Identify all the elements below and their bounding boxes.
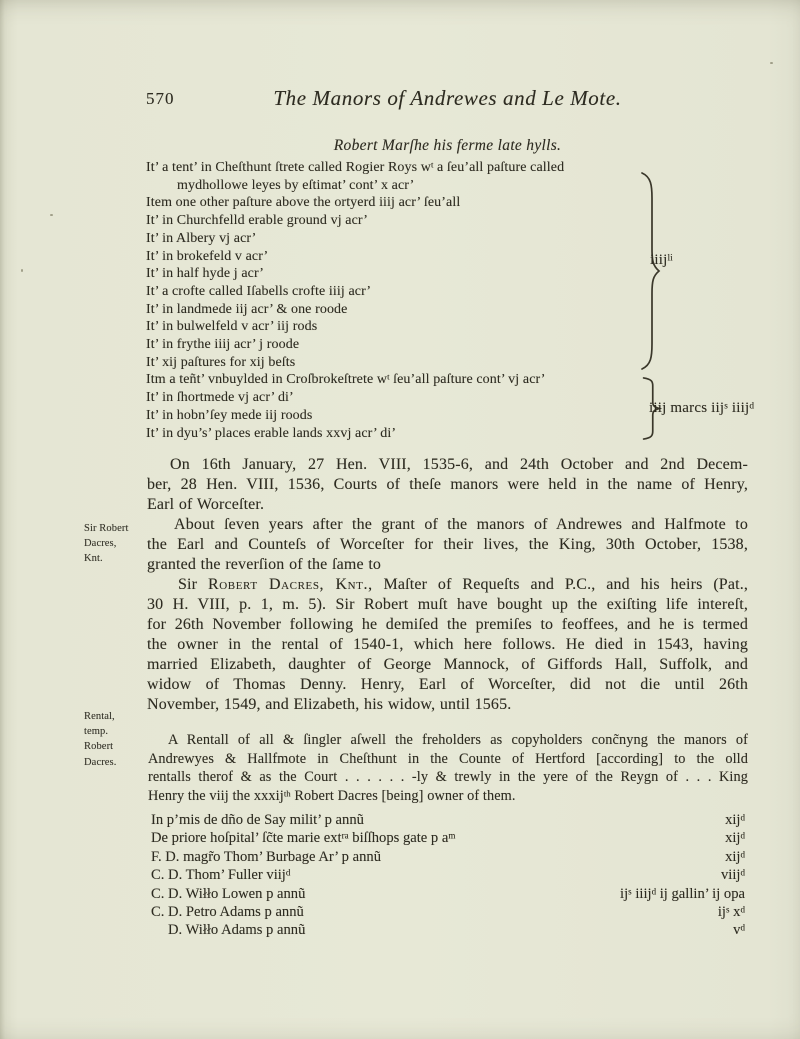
- rental-line: It’ in landmede iij acr’ & one roode: [146, 301, 348, 317]
- paragraph-line: the Earl and Counteſs of Worceſter for their lives, the King, 30th October, 1538,: [147, 536, 748, 553]
- rent-roll-entry: C. D. Petro Adams p annũ: [151, 904, 304, 921]
- rental-line: Item one other paſture above the ortyerd iiij acr’ ſeu’all: [146, 195, 461, 211]
- rental-line: It’ in Churchfelld erable ground vj acr’: [146, 213, 368, 229]
- rent-roll-amount: xij$^d$: [725, 848, 745, 865]
- rental-line: mydhollowe leyes by eſtimat’ cont’ x acr’: [177, 177, 415, 193]
- rent-roll-entry: C. D. Thom’ Fuller viij$^d$: [151, 867, 291, 884]
- paragraph-line: 30 H. VIII, p. 1, m. 5). Sir Robert muſt have bought up the exiſting life intereſt,: [147, 596, 748, 613]
- paragraph-line: Henry the viij the xxxij$^{th}$ Robert Dacres [being] owner of them.: [148, 787, 516, 804]
- paper-speck: [21, 269, 23, 272]
- group1-total-label: iiij$^{li}$: [650, 252, 673, 268]
- rental-line: It’ in ſhortmede vj acr’ di’: [146, 390, 294, 406]
- paragraph-line: the owner in the rental of 1540-1, which here follows. He died in 1543, having: [147, 636, 748, 653]
- paragraph-line: Earl of Worceſter.: [147, 496, 265, 513]
- rental-line: It’ in half hyde j acr’: [146, 266, 265, 282]
- paragraph-line: rentalls therof & as the Court . . . . . . -ly & trewly in the yere of the Reygn of . . . King: [148, 769, 748, 785]
- rental-schedule: [146, 159, 646, 442]
- rent-roll-entry: F. D. magr̃o Thom’ Burbage Ar’ p annũ: [151, 848, 381, 865]
- paragraph-line: married Elizabeth, daughter of George Mannock, of Giffords Hall, Suffolk, and: [147, 656, 748, 673]
- rent-roll-row: [151, 885, 745, 903]
- rental-line: Itm a teñt’ vnbuylded in Croſbrokeſtrete $w^t$ ſeu’all paſture cont’ vj acr’: [146, 372, 546, 388]
- rental-line: It’ in Albery vj acr’: [146, 230, 257, 246]
- paragraph-grant-reversion: [147, 515, 748, 575]
- rental-line: It’ in frythe iiij acr’ j roode: [146, 337, 300, 353]
- margin-note-rental-temp: [84, 709, 144, 770]
- paragraph-line: widow of Thomas Denny. Henry, Earl of Worceſter, did not die until 26th: [147, 676, 748, 693]
- page-number: 570: [146, 89, 175, 108]
- paragraph-line: On 16th January, 27 Hen. VIII, 1535-6, and 24th October and 2nd Decem-: [170, 456, 748, 473]
- paragraph-line: November, 1549, and Elizabeth, his widow, until 1565.: [147, 696, 512, 713]
- rental-line: It’ in dyu’s’ places erable lands xxvj acr’ di’: [146, 425, 397, 441]
- paragraph-line: Sir Robert Dacres, Knt., Maſter of Requeſts and P.C., and his heirs (Pat.,: [178, 576, 749, 593]
- margin-note-line: Rental,: [84, 711, 115, 722]
- rental-line: It’ a crofte called Iſabells crofte iiij acr’: [146, 283, 372, 299]
- group2-total-label: iiij marcs iij$^s$ iiij$^d$: [649, 400, 754, 416]
- rent-roll-row: [151, 829, 745, 847]
- rent-roll-row: [151, 903, 745, 921]
- rent-roll: [151, 811, 745, 940]
- margin-note-line: Dacres,: [84, 538, 117, 550]
- rent-roll-entry: In p’mis de dño de Say milit’ p annũ: [151, 812, 364, 828]
- rent-roll-amount: $ij^s$ $x^d$: [717, 904, 745, 921]
- rental-line: It’ in bulwelfeld v acr’ iij rods: [146, 319, 318, 335]
- rent-roll-row: [151, 848, 745, 866]
- paper-speck: [50, 214, 53, 216]
- rent-roll-entry: D. Wiłło Adams p annũ: [168, 922, 306, 939]
- running-title: The Manors of Andrewes and Le Mote.: [273, 86, 622, 110]
- rent-roll-amount: $v^d$: [733, 922, 745, 939]
- paper-speck: [770, 62, 773, 64]
- paragraph-courts-held: [147, 455, 748, 515]
- rent-roll-amount: viij$^d$: [721, 867, 745, 884]
- paragraph-line: granted the reverſion of the ſame to: [147, 556, 382, 573]
- rent-roll-amount: $ij^s$ iiij$^d$ ij gallin’ ij opa: [620, 885, 745, 902]
- group1-brace: [637, 170, 661, 372]
- rent-roll-entry: De priore hoſpital’ ſc̃te marie ext$^{ra}$ biſſhops gate p $a^m$: [151, 830, 456, 847]
- page-header: [147, 86, 748, 112]
- margin-note-line: Knt.: [84, 553, 103, 565]
- rent-roll-row: [151, 866, 745, 884]
- paragraph-line: About ſeven years after the grant of the manors of Andrewes and Halfmote to: [174, 516, 748, 533]
- rent-roll-entry: C. D. Wiłło Lowen p annũ: [151, 885, 306, 902]
- rentall-introduction: [148, 731, 748, 805]
- paragraph-line: Andrewyes & Hallfmote in Cheſthunt in the Counte of Hertford [according] to the olld: [148, 750, 748, 767]
- margin-note-line: Dacres.: [84, 756, 117, 768]
- rent-roll-amount: xij$^d$: [725, 830, 745, 847]
- paragraph-line: ber, 28 Hen. VIII, 1536, Courts of theſe manors were held in the name of Henry,: [147, 476, 748, 493]
- rental-line: It’ in hobn’ſey mede iij roods: [146, 407, 313, 423]
- rental-line: It’ in brokefeld v acr’: [146, 248, 269, 264]
- rent-roll-amount: xij$^d$: [725, 812, 745, 828]
- margin-note-line: temp.: [84, 726, 109, 738]
- section-heading: Robert Marſhe his ferme late hylls.: [333, 137, 562, 154]
- rental-line: It’ a tent’ in Cheſthunt ſtrete called Rogier Roys $w^t$ a ſeu’all paſture called: [146, 159, 565, 175]
- rent-roll-row: [151, 811, 745, 829]
- rent-roll-row: [151, 921, 745, 939]
- paragraph-line: for 26th November following he demiſed the premiſes to feoffees, and he is termed: [147, 616, 748, 633]
- paragraph-sir-robert-dacres: [147, 575, 748, 715]
- margin-note-sir-robert-dacres: [84, 521, 144, 567]
- paragraph-line: A Rentall of all & ſingler aſwell the freholders as copyholders conc̃nyng the manors of: [168, 732, 748, 748]
- rental-line: It’ xij paſtures for xij beſts: [146, 354, 296, 370]
- margin-note-line: Sir Robert: [84, 523, 129, 534]
- margin-note-line: Robert: [84, 741, 114, 753]
